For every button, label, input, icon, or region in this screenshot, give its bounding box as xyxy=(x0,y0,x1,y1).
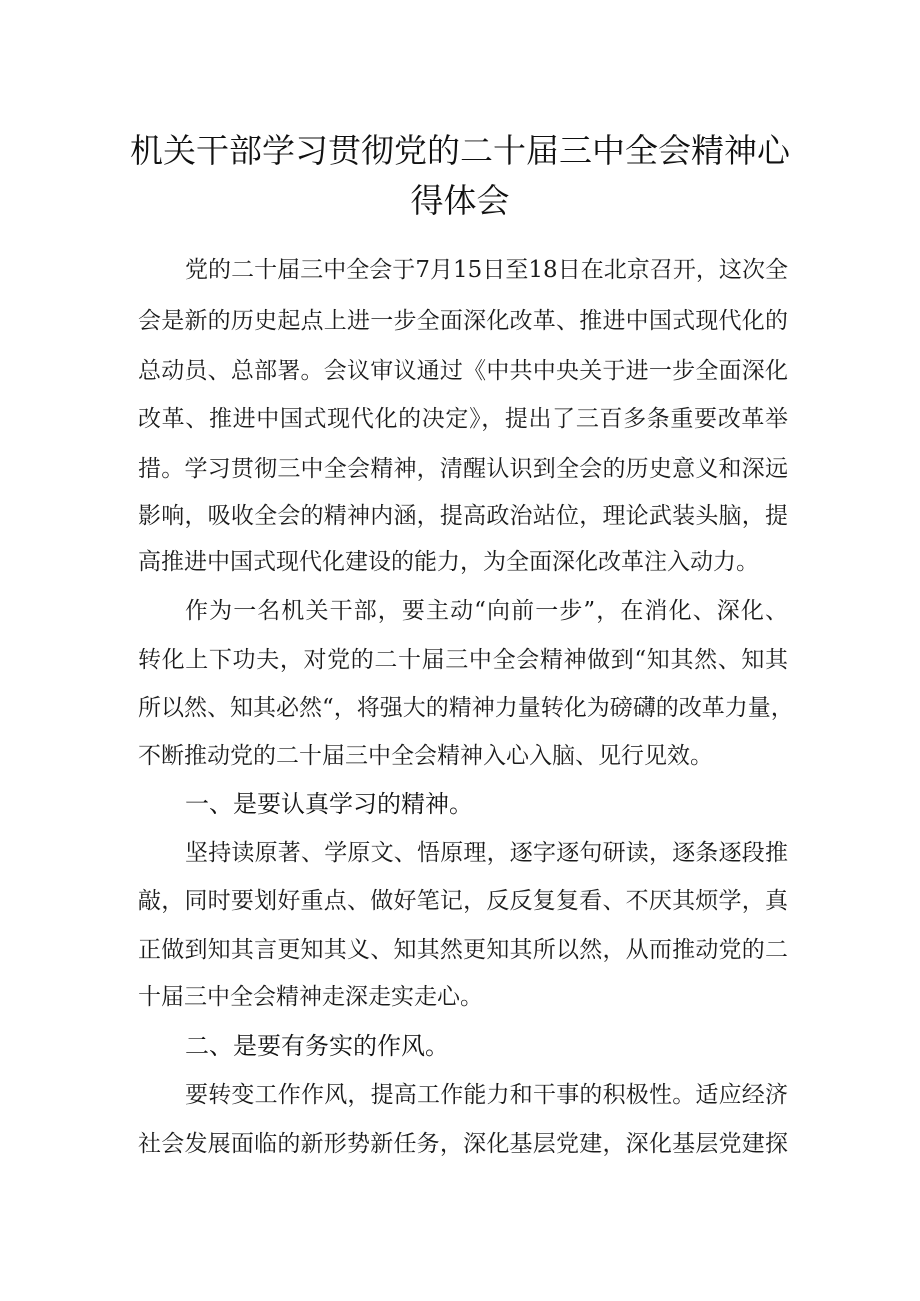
document-title-line-2: 得体会 xyxy=(410,181,510,220)
paragraph-line: 改革、推进中国式现代化的决定》，提出了三百多条重要改革举 xyxy=(138,406,788,432)
section-heading: 一、是要认真学习的精神。 xyxy=(185,790,473,818)
section-heading: 二、是要有务实的作风。 xyxy=(185,1032,449,1060)
paragraph-line: 作为一名机关干部，要主动“向前一步”，在消化、深化、 xyxy=(185,598,788,624)
paragraph-line: 措。学习贯彻三中全会精神，清醒认识到全会的历史意义和深远 xyxy=(138,456,788,482)
paragraph-line: 高推进中国式现代化建设的能力，为全面深化改革注入动力。 xyxy=(138,549,759,575)
paragraph-line: 坚持读原著、学原文、悟原理，逐字逐句研读，逐条逐段推 xyxy=(185,840,788,866)
paragraph-line: 社会发展面临的新形势新任务，深化基层党建，深化基层党建探 xyxy=(138,1131,788,1157)
paragraph-line: 不断推动党的二十届三中全会精神入心入脑、见行见效。 xyxy=(138,743,713,769)
paragraph-line: 转化上下功夫，对党的二十届三中全会精神做到“知其然、知其 xyxy=(138,647,788,673)
paragraph-line: 十届三中全会精神走深走实走心。 xyxy=(138,984,483,1010)
paragraph-line: 正做到知其言更知其义、知其然更知其所以然，从而推动党的二 xyxy=(138,937,788,963)
document-title-line-1: 机关干部学习贯彻党的二十届三中全会精神心 xyxy=(130,131,790,170)
paragraph-line: 敲，同时要划好重点、做好笔记，反反复复看、不厌其烦学，真 xyxy=(138,888,788,914)
paragraph-line: 总动员、总部署。会议审议通过《中共中央关于进一步全面深化 xyxy=(138,358,788,384)
paragraph-line: 所以然、知其必然“，将强大的精神力量转化为磅礴的改革力量， xyxy=(138,695,794,721)
paragraph-line: 党的二十届三中全会于7月15日至18日在北京召开，这次全 xyxy=(185,257,788,283)
paragraph-line: 会是新的历史起点上进一步全面深化改革、推进中国式现代化的 xyxy=(138,308,788,334)
paragraph-line: 要转变工作作风，提高工作能力和干事的积极性。适应经济 xyxy=(185,1082,788,1108)
paragraph-line: 影响，吸收全会的精神内涵，提高政治站位，理论武装头脑，提 xyxy=(138,503,788,529)
